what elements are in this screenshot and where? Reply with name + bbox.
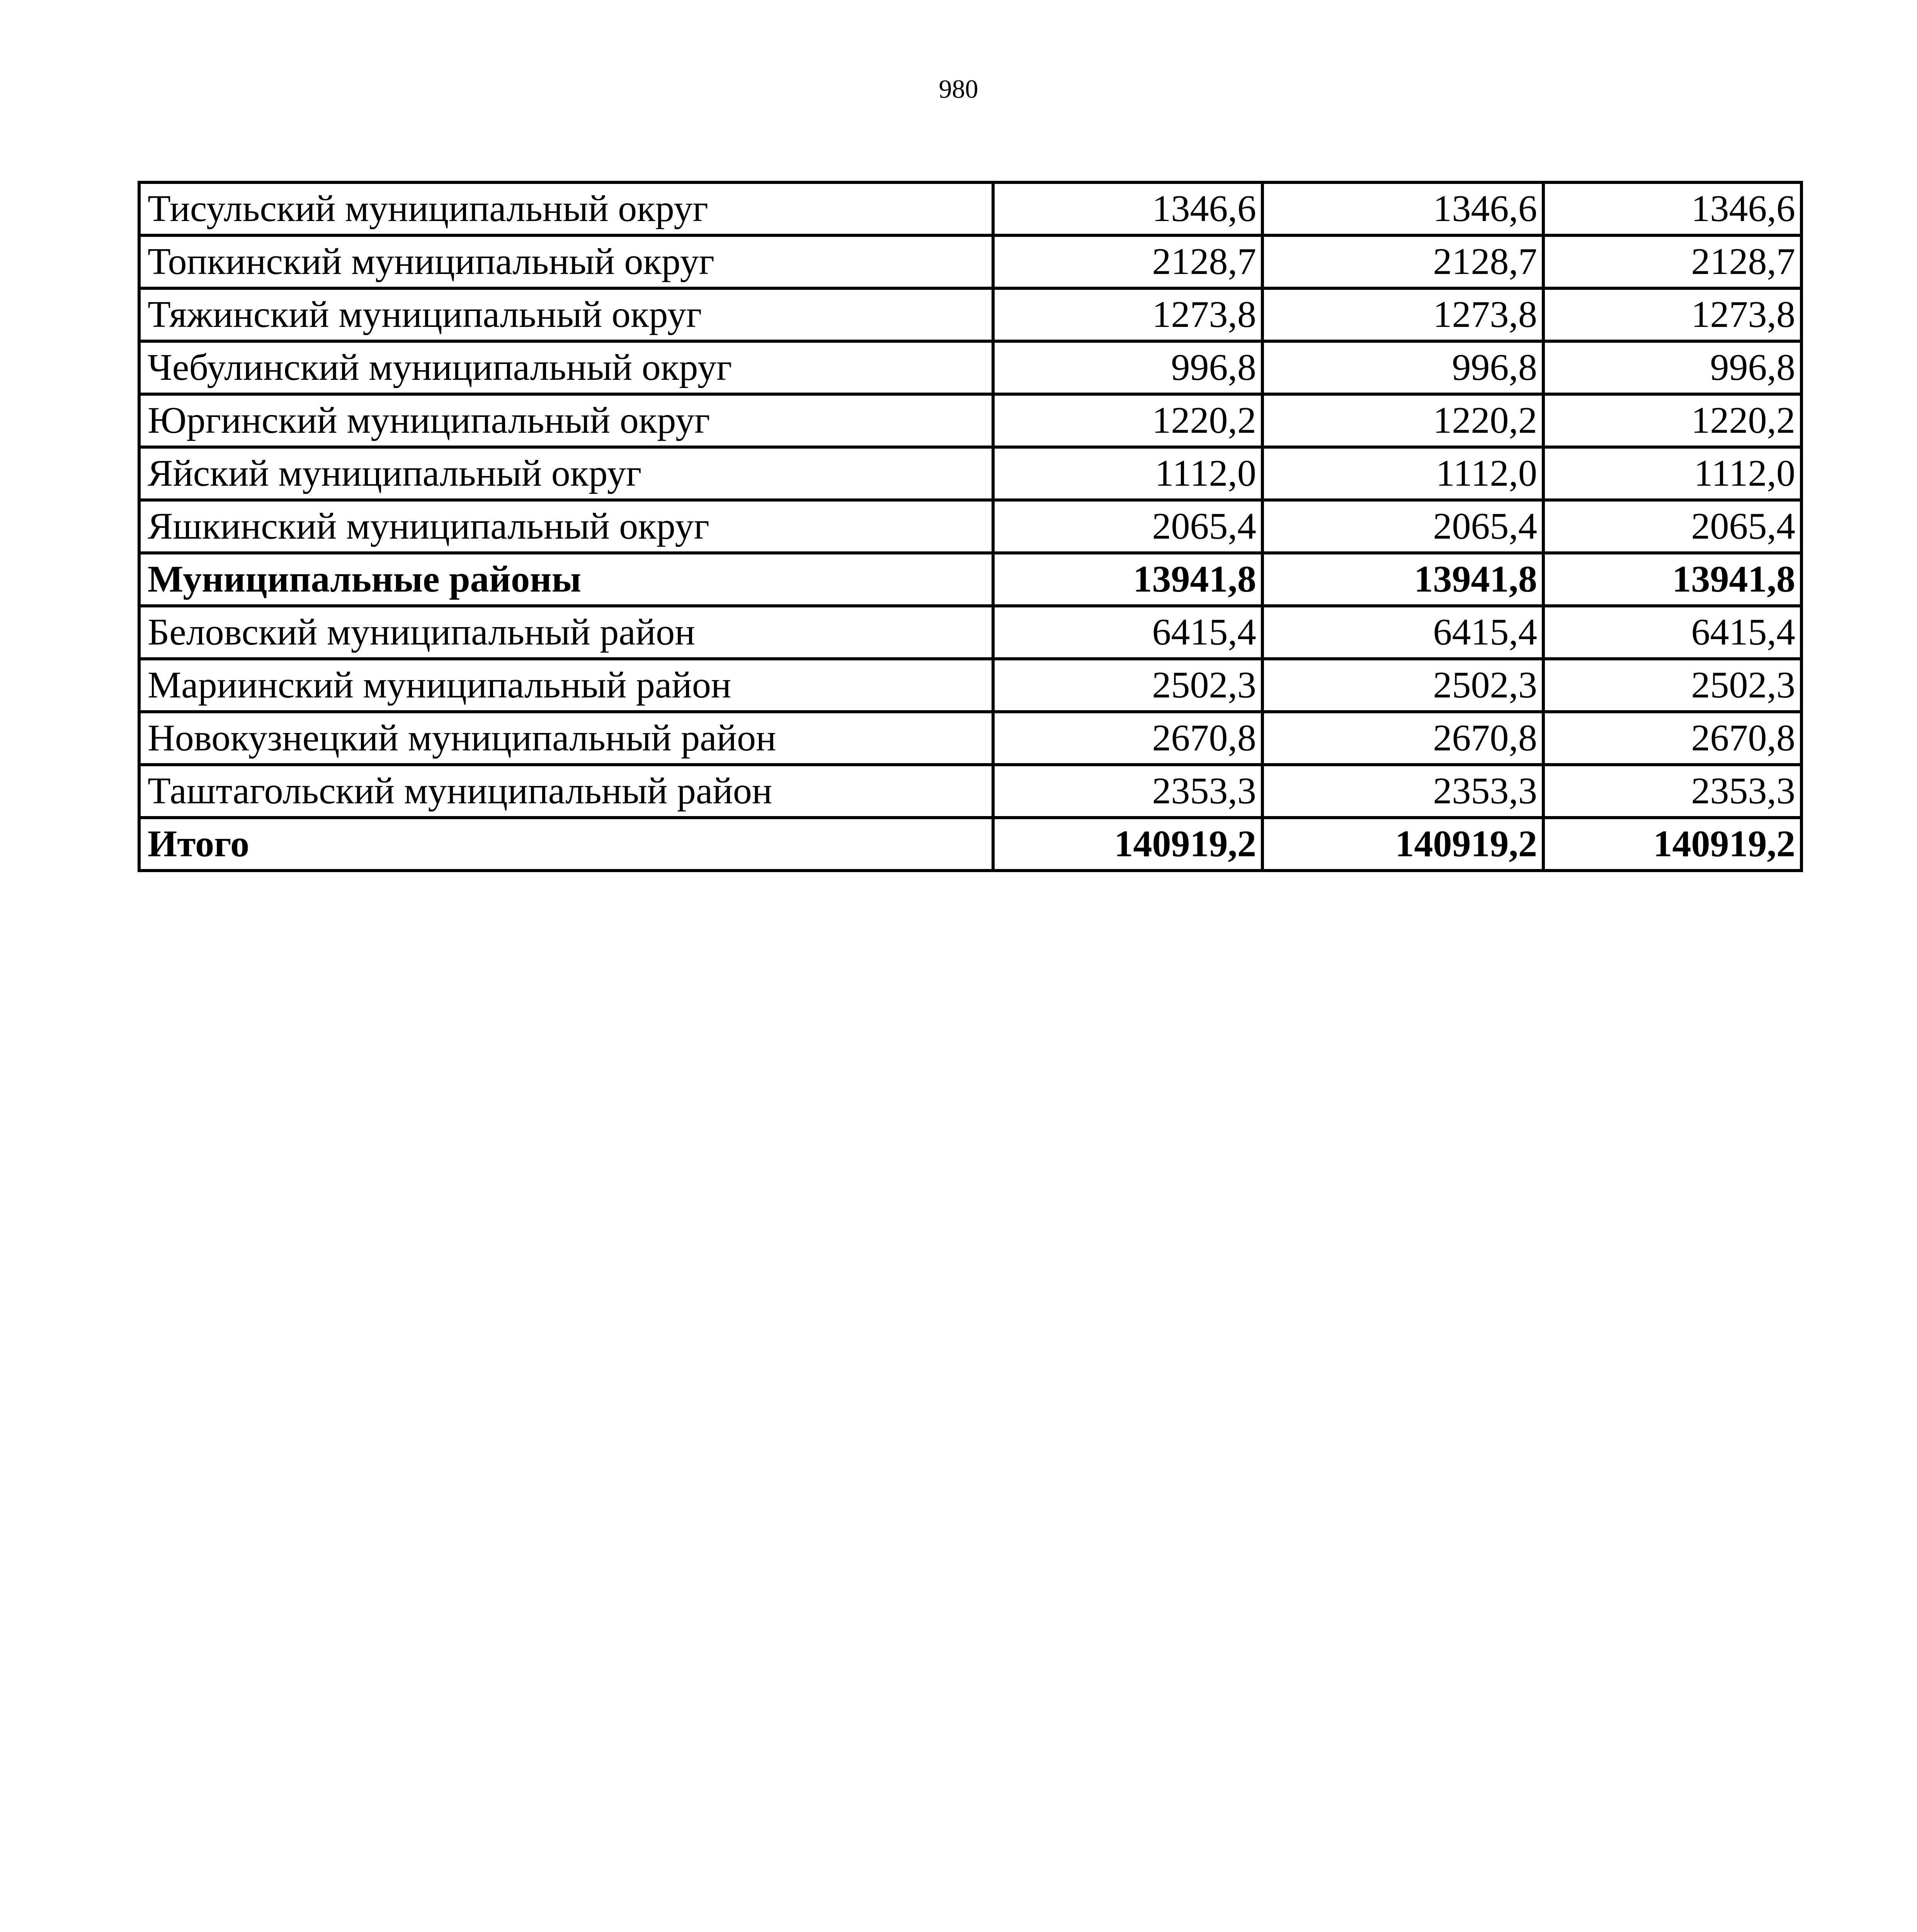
value-cell-3: 2670,8 [1543, 712, 1801, 765]
value-cell-3: 140919,2 [1543, 818, 1801, 871]
value-cell-2: 1220,2 [1262, 394, 1543, 447]
value-cell-1: 2502,3 [993, 659, 1262, 712]
value-cell-3: 13941,8 [1543, 553, 1801, 606]
table-row [139, 606, 1801, 659]
page-number: 980 [939, 74, 978, 104]
value-cell-1: 2128,7 [993, 235, 1262, 288]
budget-table [138, 181, 1803, 872]
table-row [139, 447, 1801, 500]
row-name-cell: Топкинский муниципальный округ [139, 235, 993, 288]
total-row [139, 818, 1801, 871]
value-cell-3: 1346,6 [1543, 182, 1801, 235]
table-row [139, 394, 1801, 447]
value-cell-2: 2353,3 [1262, 765, 1543, 818]
row-name-cell: Тяжинский муниципальный округ [139, 288, 993, 341]
value-cell-1: 13941,8 [993, 553, 1262, 606]
value-cell-2: 1273,8 [1262, 288, 1543, 341]
table-row [139, 182, 1801, 235]
value-cell-2: 6415,4 [1262, 606, 1543, 659]
row-name-cell: Муниципальные районы [139, 553, 993, 606]
value-cell-3: 1112,0 [1543, 447, 1801, 500]
value-cell-1: 1346,6 [993, 182, 1262, 235]
value-cell-2: 1112,0 [1262, 447, 1543, 500]
value-cell-2: 2670,8 [1262, 712, 1543, 765]
row-name-cell: Беловский муниципальный район [139, 606, 993, 659]
value-cell-1: 2353,3 [993, 765, 1262, 818]
table-row [139, 500, 1801, 553]
value-cell-3: 1220,2 [1543, 394, 1801, 447]
value-cell-2: 996,8 [1262, 341, 1543, 394]
table-row [139, 235, 1801, 288]
value-cell-2: 2065,4 [1262, 500, 1543, 553]
value-cell-1: 996,8 [993, 341, 1262, 394]
value-cell-3: 996,8 [1543, 341, 1801, 394]
table-row [139, 765, 1801, 818]
value-cell-2: 13941,8 [1262, 553, 1543, 606]
row-name-cell: Тисульский муниципальный округ [139, 182, 993, 235]
row-name-cell: Новокузнецкий муниципальный район [139, 712, 993, 765]
row-name-cell: Таштагольский муниципальный район [139, 765, 993, 818]
subtotal-row [139, 553, 1801, 606]
value-cell-1: 1220,2 [993, 394, 1262, 447]
value-cell-2: 2502,3 [1262, 659, 1543, 712]
value-cell-2: 140919,2 [1262, 818, 1543, 871]
table-row [139, 659, 1801, 712]
value-cell-1: 2670,8 [993, 712, 1262, 765]
value-cell-1: 140919,2 [993, 818, 1262, 871]
value-cell-2: 1346,6 [1262, 182, 1543, 235]
row-name-cell: Итого [139, 818, 993, 871]
value-cell-2: 2128,7 [1262, 235, 1543, 288]
table-row [139, 712, 1801, 765]
row-name-cell: Яшкинский муниципальный округ [139, 500, 993, 553]
value-cell-3: 2065,4 [1543, 500, 1801, 553]
table-row [139, 288, 1801, 341]
value-cell-1: 1112,0 [993, 447, 1262, 500]
row-name-cell: Юргинский муниципальный округ [139, 394, 993, 447]
row-name-cell: Мариинский муниципальный район [139, 659, 993, 712]
value-cell-3: 2502,3 [1543, 659, 1801, 712]
table-row [139, 341, 1801, 394]
row-name-cell: Чебулинский муниципальный округ [139, 341, 993, 394]
value-cell-3: 2353,3 [1543, 765, 1801, 818]
value-cell-1: 2065,4 [993, 500, 1262, 553]
value-cell-3: 1273,8 [1543, 288, 1801, 341]
value-cell-3: 6415,4 [1543, 606, 1801, 659]
value-cell-3: 2128,7 [1543, 235, 1801, 288]
value-cell-1: 1273,8 [993, 288, 1262, 341]
value-cell-1: 6415,4 [993, 606, 1262, 659]
row-name-cell: Яйский муниципальный округ [139, 447, 993, 500]
